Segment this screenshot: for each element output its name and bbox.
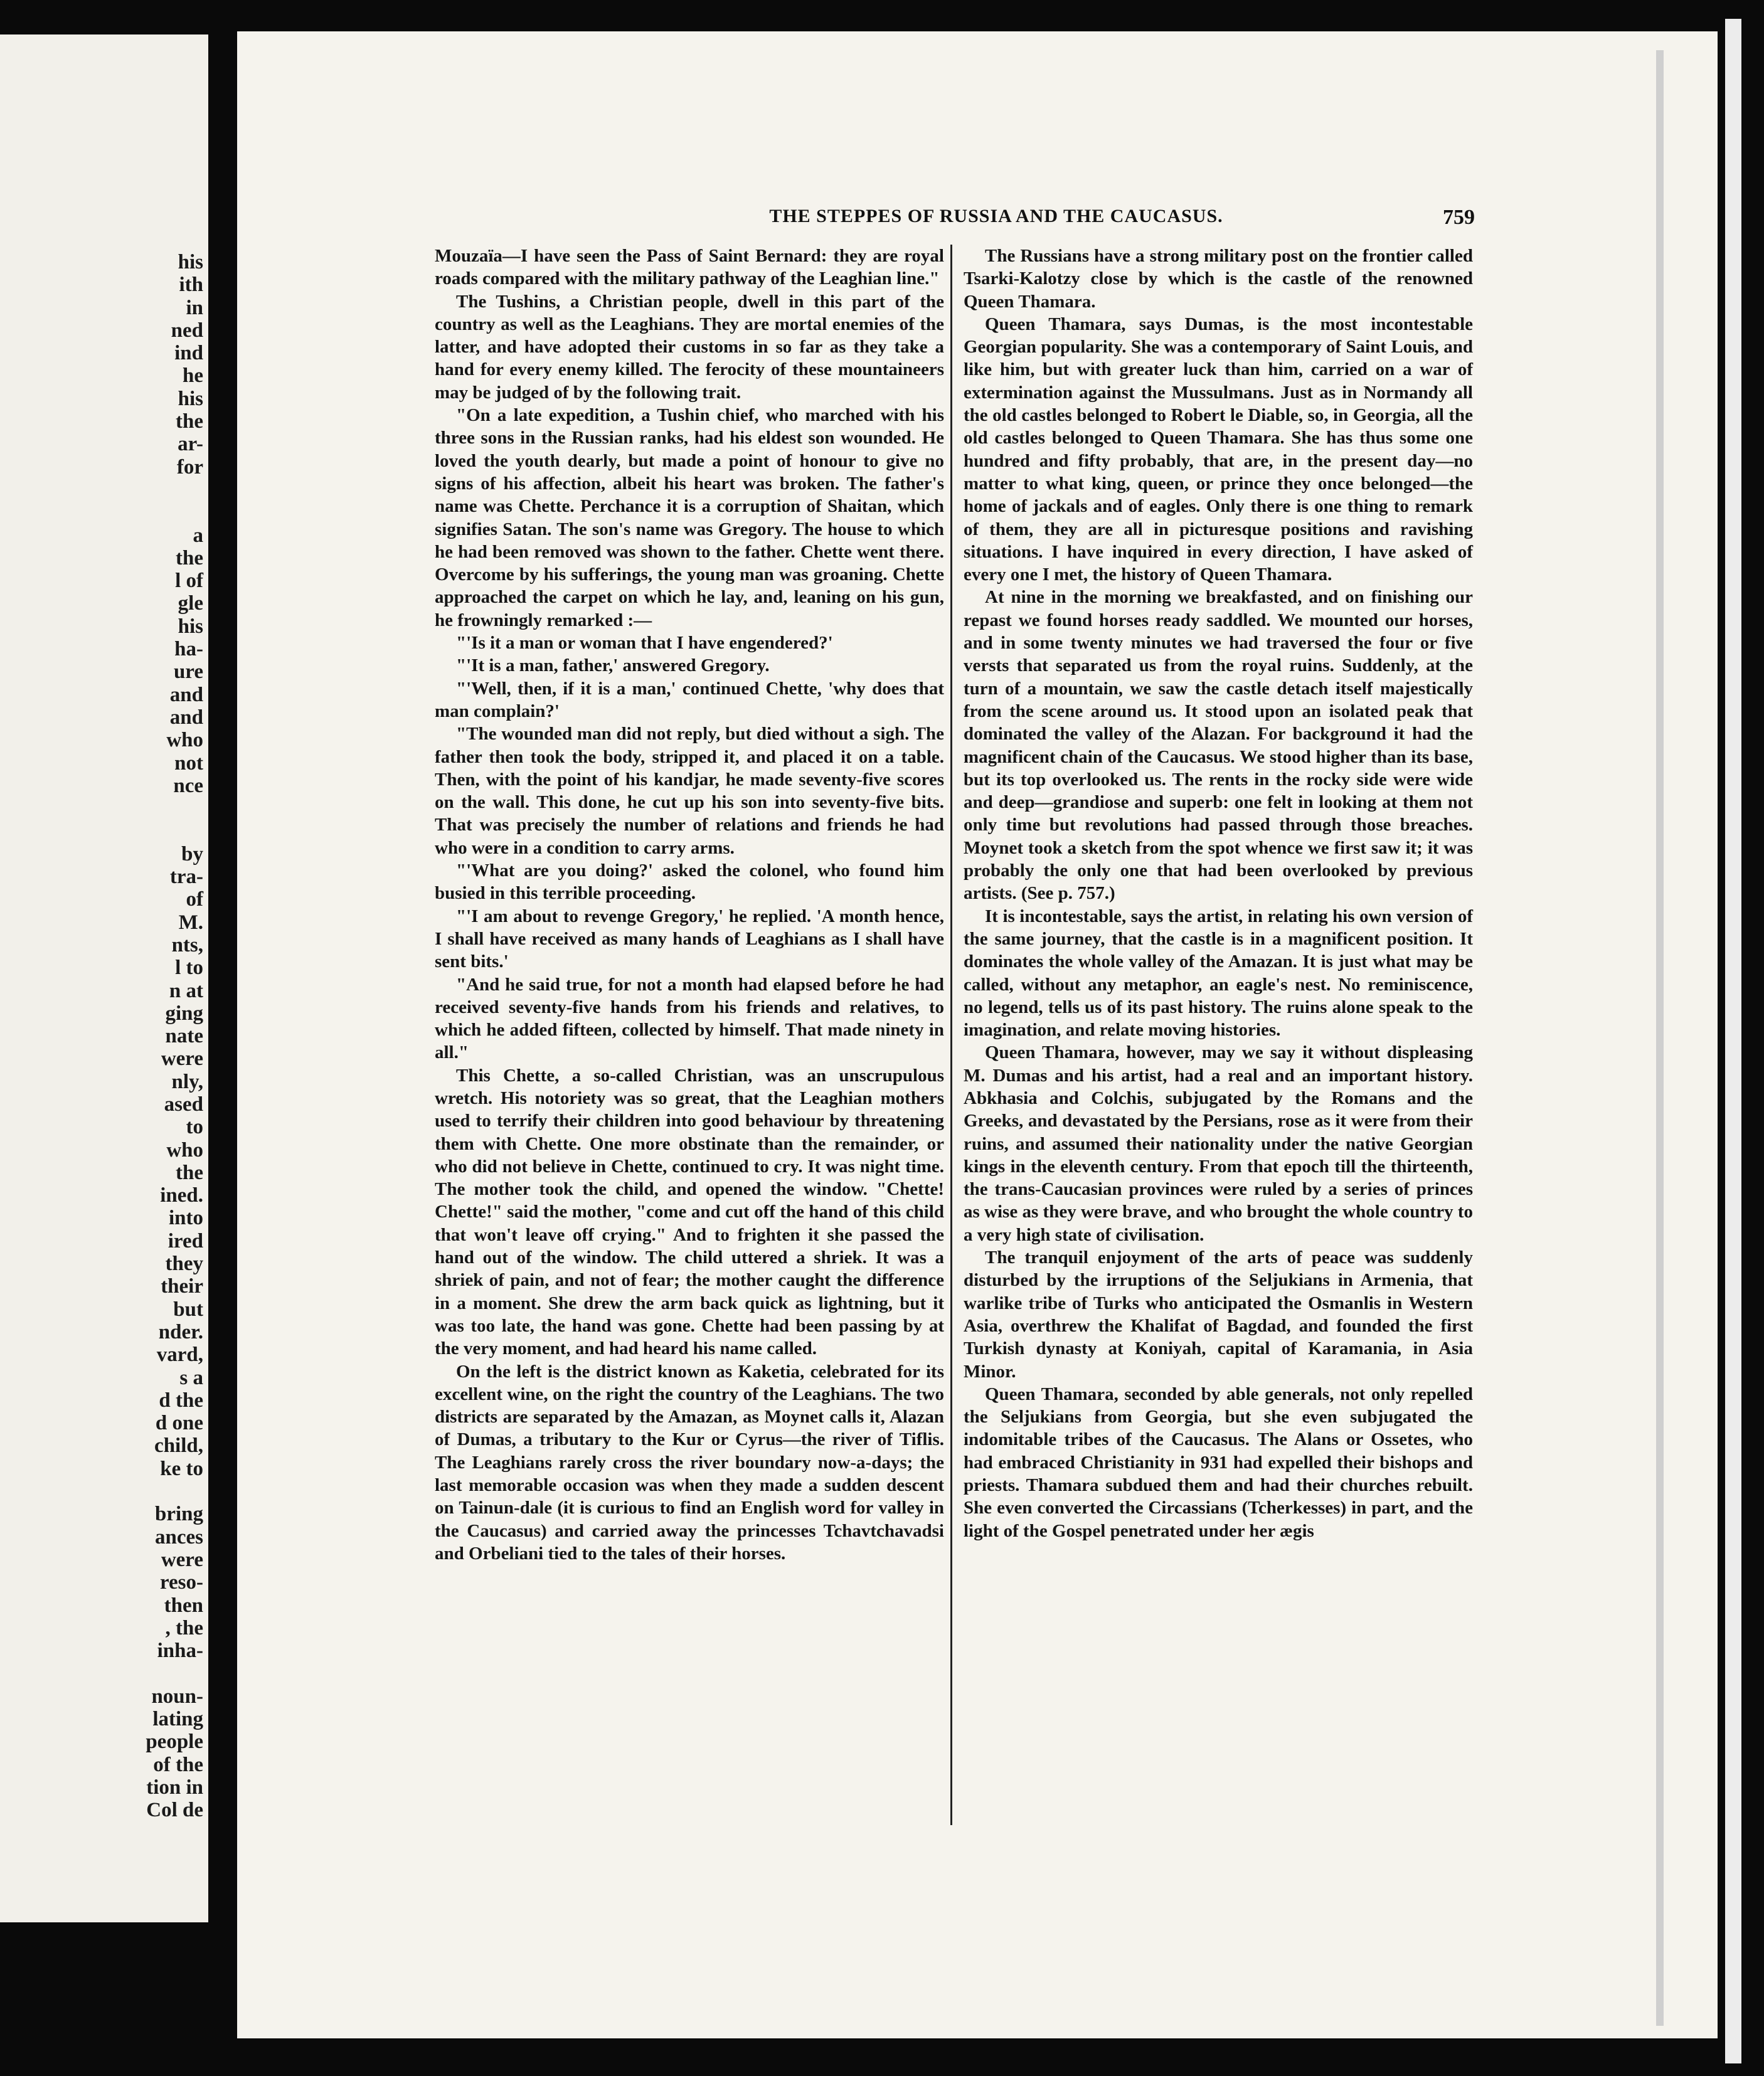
left-page-fragment: ging: [165, 1002, 203, 1025]
paragraph: "On a late expedition, a Tushin chief, who marched with his three sons in the Russian ranks, had his eldest son wounded. He loved the youth dearly, but made a point of honour to give no signs of his affection, albeit his heart was broken. The father's name was Chette. Perchance it is a corruption of Shaitan, which signifies Satan. The son's name was Gregory. The house to which he had been removed was shown to the father. Chette went there. Overcome by his sufferings, the young man was groaning. Chette approached the carpet on which he lay, and, leaning on his gun, he frowningly remarked :—: [435, 405, 944, 630]
paragraph: The Russians have a strong military post on the frontier called Tsarki-Kalotzy close by which is the castle of the renowned Queen Thamara.: [964, 246, 1473, 312]
paragraph: Queen Thamara, seconded by able generals, not only repelled the Seljukians from Georgia, but she even subjugated the indomitable tribes of the Caucasus. The Alans or Ossetes, who had embraced Christianity in 931 had expelled their bishops and priests. Thamara subdued them and had their churches rebuilt. She even converted the Circassians (Tcherkesses) in part, and the light of the Gospel penetrated under her ægis: [964, 1384, 1473, 1541]
left-page-fragment: ased: [164, 1093, 203, 1116]
left-page-fragment: Col de: [146, 1799, 203, 1822]
left-page-fragment: were: [161, 1548, 203, 1571]
left-page-fragment: their: [161, 1275, 203, 1298]
left-page-fragment: nts,: [171, 933, 203, 956]
left-page-fragment: [109, 501, 203, 524]
left-page-fragment: ith: [179, 273, 203, 297]
paragraph: "The wounded man did not reply, but died without a sigh. The father then took the body, stripped it, and placed it on a table. Then, with the point of his kandjar, he made seventy-five scores on the wall. This done, he cut up his son into seventy-five bits. That was precisely the number of relations and friends he had who were in a condition to carry arms.: [435, 724, 944, 858]
left-page-fragment: the: [176, 1161, 203, 1184]
page-number: 759: [1443, 206, 1475, 229]
left-page-fragment: tra-: [169, 866, 203, 889]
paragraph: It is incontestable, says the artist, in relating his own version of the same journey, that the castle is in a magnificent position. It dominates the whole valley of the Amazan. It is just what may be called, without any metaphor, an eagle's nest. No reminiscence, no legend, tells us of its past history. The ruins alone speak to the imagination, and relate moving histories.: [964, 906, 1473, 1041]
left-page-fragment: [109, 820, 203, 842]
left-page-fragment: but: [173, 1298, 203, 1321]
left-page-fragment: people: [146, 1730, 203, 1754]
paragraph: "'I am about to revenge Gregory,' he replied. 'A month hence, I shall have received as many hands of Leaghians as I shall have sent bits.': [435, 906, 944, 972]
left-page-fragment: his: [178, 387, 203, 410]
left-page-fragment: nce: [173, 774, 203, 797]
left-page-fragment: l to: [175, 956, 203, 980]
left-page-fragment: child,: [154, 1434, 203, 1458]
left-page-fragment: for: [176, 455, 203, 479]
left-page-fragment: by: [181, 842, 203, 866]
left-page-fragment: a: [193, 524, 203, 547]
left-page-fragment: nly,: [171, 1070, 203, 1093]
left-page-fragment: nder.: [158, 1320, 203, 1343]
paragraph: "'It is a man, father,' answered Gregory.: [456, 655, 770, 676]
paragraph: "And he said true, for not a month had elapsed before he had received seventy-five hands from his friends and relatives, to which he added fifteen, collected by himself. That made ninety in all.": [435, 974, 944, 1063]
left-page-fragment: ar-: [178, 433, 203, 456]
left-page-fragment: not: [174, 751, 203, 775]
left-page-fragment: reso-: [159, 1571, 203, 1594]
left-page-fragment: to: [186, 1116, 203, 1139]
paragraph: "'Is it a man or woman that I have engendered?': [456, 633, 833, 654]
paragraph: "'What are you doing?' asked the colonel, who found him busied in this terrible proceeding.: [435, 861, 944, 904]
left-page-fragment: [109, 1662, 203, 1685]
left-page-fragment: who: [166, 1138, 203, 1162]
paragraph: On the left is the district known as Kaketia, celebrated for its excellent wine, on the right the country of the Leaghians. The two districts are separated by the Amazan, as Moynet calls it, Alazan of Dumas, a tributary to the Kur or Cyrus—the river of Tiflis. The Leaghians rarely cross the river boundary now-a-days; the last memorable occasion was when they made a sudden descent on Tainun-dale (it is curious to find an English word for valley in the Caucasus) and carried away the princesses Tchavtchavadsi and Orbeliani tied to the tales of their horses.: [435, 1361, 944, 1564]
left-page-fragment: d the: [159, 1389, 203, 1412]
paragraph: "'Well, then, if it is a man,' continued Chette, 'why does that man complain?': [435, 678, 944, 721]
paragraph: At nine in the morning we breakfasted, and on finishing our repast we found horses ready saddled. We mounted our horses, and in some twenty minutes we had traversed the four or five versts that separated us from the royal ruins. Suddenly, at the turn of a mountain, we saw the castle detach itself majestically from the scene around us. It stood upon an isolated peak that dominated the valley of the Alazan. For background it had the magnificent chain of the Caucasus. We stood higher than its base, but its top overlooked us. The rents in the rocky side were wide and deep—grandiose and superb: one felt in looking at them not only time but revolutions had passed through those breaches. Moynet took a sketch from the spot whence we first saw it; it was probably the only one that had been overlooked by previous artists. (See p. 757.): [964, 587, 1473, 904]
left-page-fragment: s a: [179, 1366, 203, 1389]
left-page-fragment: ke to: [160, 1457, 203, 1480]
left-page-fragment: who: [166, 729, 203, 752]
paragraph: Queen Thamara, however, may we say it without displeasing M. Dumas and his artist, had a real and an important history. Abkhasia and Colchis, subjugated by the Romans and the Greeks, and devastated by the Persians, rose as it were from their ruins, and assumed their nationality under the native Georgian kings in the eleventh century. From that epoch till the thirteenth, the trans-Caucasian provinces were ruled by a series of princes as wise as they were brave, and who brought the whole country to a very high state of civilisation.: [964, 1042, 1473, 1245]
left-page-fragment: ned: [171, 319, 203, 342]
left-page-fragment: into: [168, 1207, 203, 1230]
left-page-fragment: and: [169, 706, 203, 729]
left-page-fragment: of: [186, 888, 203, 911]
left-page-fragment: the: [176, 546, 203, 569]
left-text-column: [435, 245, 944, 1565]
left-page-fragment: they: [165, 1252, 203, 1276]
left-page-fragment: ha-: [174, 638, 203, 661]
page-stack-edge: [1725, 19, 1741, 2063]
left-page-fragment: ances: [155, 1525, 203, 1549]
left-page-fragment: of the: [153, 1753, 203, 1776]
left-page-fragment: then: [164, 1594, 203, 1617]
left-page-fragment: l of: [175, 569, 203, 593]
left-page-fragment: lating: [152, 1708, 203, 1730]
left-page-fragment: inha-: [157, 1639, 203, 1663]
left-page-fragment: in: [186, 296, 203, 319]
left-page-fragment: n at: [169, 979, 203, 1002]
left-page-fragment: he: [183, 364, 203, 388]
column-rule: [950, 245, 952, 1825]
left-page-fragment: ired: [167, 1229, 203, 1252]
left-page-fragment: vard,: [156, 1343, 203, 1367]
adjacent-left-page: [0, 34, 208, 1922]
left-page-fragment: [109, 479, 203, 501]
right-text-column: [964, 245, 1473, 1542]
left-page-fragment: ined.: [160, 1184, 203, 1207]
page-gutter-shadow: [1656, 50, 1664, 2026]
left-page-fragment: and: [169, 683, 203, 706]
left-page-fragment: the: [176, 410, 203, 433]
left-page-fragment: gle: [178, 592, 203, 615]
paragraph: The Tushins, a Christian people, dwell in this part of the country as well as the Leaghians. They are mortal enemies of the latter, and have adopted their customs in so far as they take a hand for every enemy killed. The ferocity of these mountaineers may be judged of by the following trait.: [435, 291, 944, 403]
paragraph: Mouzaïa—I have seen the Pass of Saint Bernard: they are royal roads compared with the military pathway of the Leaghian line.": [435, 246, 944, 289]
paragraph: The tranquil enjoyment of the arts of peace was suddenly disturbed by the irruptions of the Seljukians in Armenia, that warlike tribe of Turks who anticipated the Osmanlis in Western Asia, overthrew the Khalifat of Bagdad, and founded the first Turkish dynasty at Koniyah, capital of Karamania, in Asia Minor.: [964, 1247, 1473, 1382]
left-page-fragment: [109, 797, 203, 820]
left-page-fragment: ind: [174, 342, 203, 365]
left-page-fragment: , the: [165, 1616, 203, 1639]
left-page-fragment: his: [178, 251, 203, 273]
left-page-fragment: were: [161, 1047, 203, 1071]
running-head: THE STEPPES OF RUSSIA AND THE CAUCASUS.: [769, 206, 1223, 226]
left-page-fragment: tion in: [146, 1776, 203, 1799]
left-page-fragment: ure: [173, 660, 203, 684]
left-page-fragment: his: [178, 615, 203, 638]
left-page-fragment: nate: [165, 1025, 203, 1048]
paragraph: Queen Thamara, says Dumas, is the most incontestable Georgian popularity. She was a contemporary of Saint Louis, and like him, but with greater luck than him, carried on a war of extermination against the Mussulmans. Just as in Normandy all the old castles belonged to Robert le Diable, so, in Georgia, all the old castles belonged to Queen Thamara. She has thus some one hundred and fifty probably, that are, in the present day—no matter to what king, queen, or prince they once belonged—the home of jackals and of eagles. Only there is one thing to remark of them, they are all in picturesque positions and ravishing situations. I have inquired in every direction, I have asked of every one I met, the history of Queen Thamara.: [964, 314, 1473, 585]
left-page-fragment: M.: [178, 911, 203, 934]
left-page-fragment: bring: [154, 1503, 203, 1526]
left-page-fragment: d one: [155, 1412, 203, 1435]
left-page-text-fragments: [109, 251, 203, 1821]
left-page-fragment: noun-: [151, 1685, 203, 1708]
left-page-fragment: [109, 1480, 203, 1503]
paragraph: This Chette, a so-called Christian, was an unscrupulous wretch. His notoriety was so great, that the Leaghian mothers used to terrify their children into good behaviour by threatening them with Chette. One more obstinate than the remainder, or who did not believe in Chette, continued to cry. It was night time. The mother took the child, and opened the window. "Chette! Chette!" said the mother, "come and cut off the hand of this child that won't leave off crying." And to frighten it she passed the hand out of the window. The child uttered a shriek. It was a shriek of pain, and not of fear; the mother caught the difference in a moment. She drew the arm back quick as lightning, but it was too late, the hand was gone. Chette had been passing by at the very moment, and had heard his name called.: [435, 1065, 944, 1359]
